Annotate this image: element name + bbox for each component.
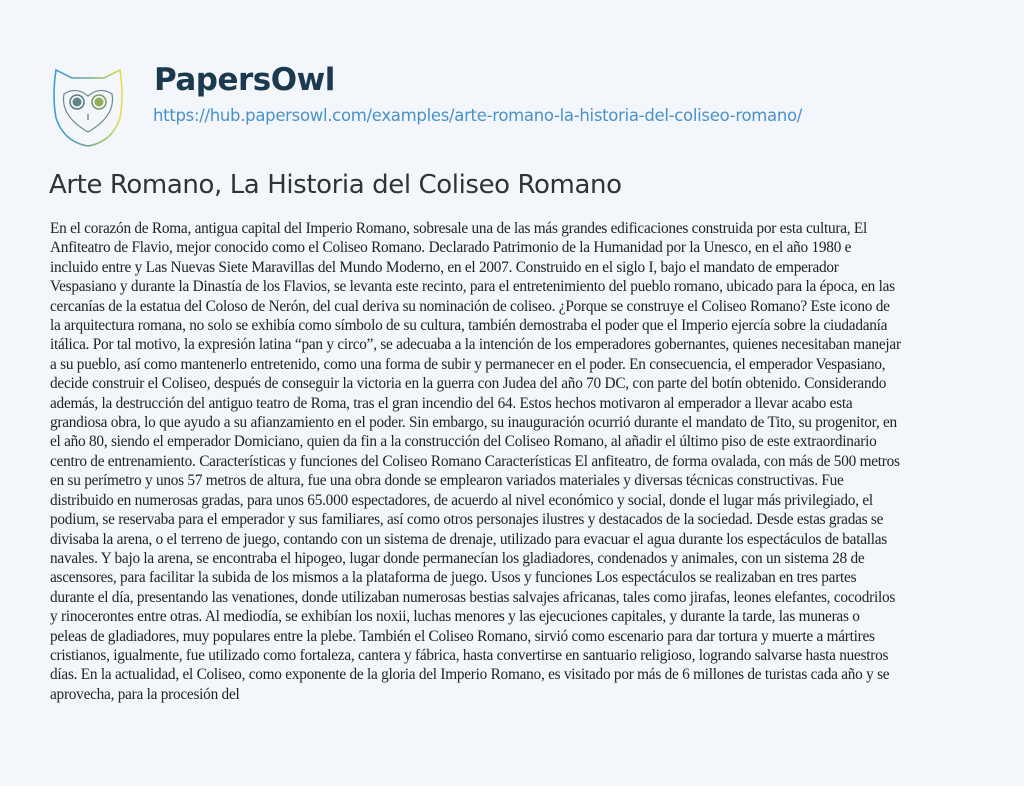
- body-text-line: decide construir el Coliseo, después de conseguir la victoria en la guerra con Judea del año 70 DC, con parte del botín obtenido. Considerando: [50, 375, 887, 393]
- body-text-line: ascensores, para facilitar la subida de los mismos a la plataforma de juego. Usos y funciones Los espectáculos se realizaban en tres partes: [50, 569, 857, 587]
- body-text-line: cercanías de la estatua del Coloso de Nerón, del cual deriva su nominación de coliseo. ¿Porque se construye el Coliseo Romano? Este icono de: [50, 297, 890, 315]
- body-text-line: a su pueblo, así como mantenerlo entretenido, como una forma de subir y permanecer en el poder. En consecuencia, el emperador Vespasiano,: [50, 355, 886, 373]
- body-text-line: cristianos, igualmente, fue utilizado como fortaleza, cantera y fábrica, hasta convertirse en santuario religioso, logrando salvarse hasta nuestros: [50, 646, 889, 664]
- body-text-line: divisaba la arena, o el terreno de juego, contando con un sistema de drenaje, utilizado para evacuar el agua durante los espectáculos de batallas: [50, 530, 888, 548]
- body-text-line: Vespasiano y durante la Dinastía de los Flavios, se levanta este recinto, para el entretenimiento del pueblo romano, ubicado para la época, en las: [50, 278, 895, 296]
- brand-name[interactable]: PapersOwl: [154, 62, 335, 98]
- body-text-line: además, la destrucción del antiguo teatro de Roma, tras el gran incendio del 64. Estos hechos motivaron al emperador a llevar acabo esta: [50, 394, 853, 412]
- body-text-line: días. En la actualidad, el Coliseo, como exponente de la gloria del Imperio Romano, es visitado por más de 6 millones de turistas cada año y se: [50, 666, 890, 684]
- source-url-link[interactable]: https://hub.papersowl.com/examples/arte-romano-la-historia-del-coliseo-romano/: [153, 106, 803, 125]
- body-text-line: la arquitectura romana, no solo se exhibía como símbolo de su cultura, también demostraba el poder que el Imperio ejercía sobre la ciudadanía: [50, 317, 888, 335]
- body-text-line: En el corazón de Roma, antigua capital del Imperio Romano, sobresale una de las más grandes edificaciones construida por esta cultura, El: [50, 220, 867, 237]
- body-text-line: el año 80, siendo el emperador Domiciano, quien da fin a la construcción del Coliseo Romano, al añadir el último piso de este extraordinario: [50, 433, 877, 451]
- body-text-line: podium, se reservaba para el emperador y sus familiares, así como otros personajes ilustres y destacados de la sociedad. Desde estas gradas se: [50, 511, 884, 529]
- body-text-line: itálica. Por tal motivo, la expresión latina “pan y circo”, se adecuaba a la intención de los emperadores gobernantes, quienes necesitaban manejar: [50, 336, 901, 354]
- body-text-line: peleas de gladiadores, muy populares entre la plebe. También el Coliseo Romano, sirvió como escenario para dar tortura y muerte a mártires: [50, 627, 875, 645]
- body-text-line: navales. Y bajo la arena, se encontraba el hipogeo, lugar donde permanecían los gladiadores, condenados y animales, con un sistema 28 de: [50, 549, 865, 567]
- body-text-line: incluido entre y Las Nuevas Siete Maravillas del Mundo Moderno, en el 2007. Construido en el siglo I, bajo el mandato de emperador: [50, 258, 839, 276]
- owl-logo-icon: [50, 66, 126, 148]
- body-text-line: aprovecha, para la procesión del: [50, 685, 240, 703]
- document-title: Arte Romano, La Historia del Coliseo Romano: [49, 170, 622, 200]
- document-body: [50, 219, 990, 704]
- body-text-line: y rinocerontes entre otras. Al mediodía, se exhibían los noxii, luchas menores y las ejecuciones capitales, y durante la tarde, las muneras o: [50, 608, 860, 626]
- body-text-line: Anfiteatro de Flavio, mejor conocido como el Coliseo Romano. Declarado Patrimonio de la Humanidad por la Unesco, en el año 1980 e: [50, 239, 852, 257]
- body-text-line: grandiosa obra, lo que ayudo a su afianzamiento en el poder. Sin embargo, su inauguración ocurrió durante el mandato de Tito, su progenitor, en: [50, 414, 897, 432]
- body-text-line: en su perímetro y unos 57 metros de altura, fue una obra donde se emplearon variados materiales y diversas técnicas constructivas. Fue: [50, 472, 844, 490]
- body-text-line: centro de entrenamiento. Características y funciones del Coliseo Romano Características El anfiteatro, de forma ovalada, con más de 500 metros: [50, 452, 900, 470]
- body-text-line: durante el día, presentando las venationes, donde utilizaban numerosas bestias salvajes africanas, tales como jirafas, leones elefantes, cocodrilos: [50, 588, 896, 606]
- body-text-line: distribuido en numerosas gradas, para unos 65.000 espectadores, de acuerdo al nivel económico y social, donde el lugar más privilegiado, el: [50, 491, 873, 509]
